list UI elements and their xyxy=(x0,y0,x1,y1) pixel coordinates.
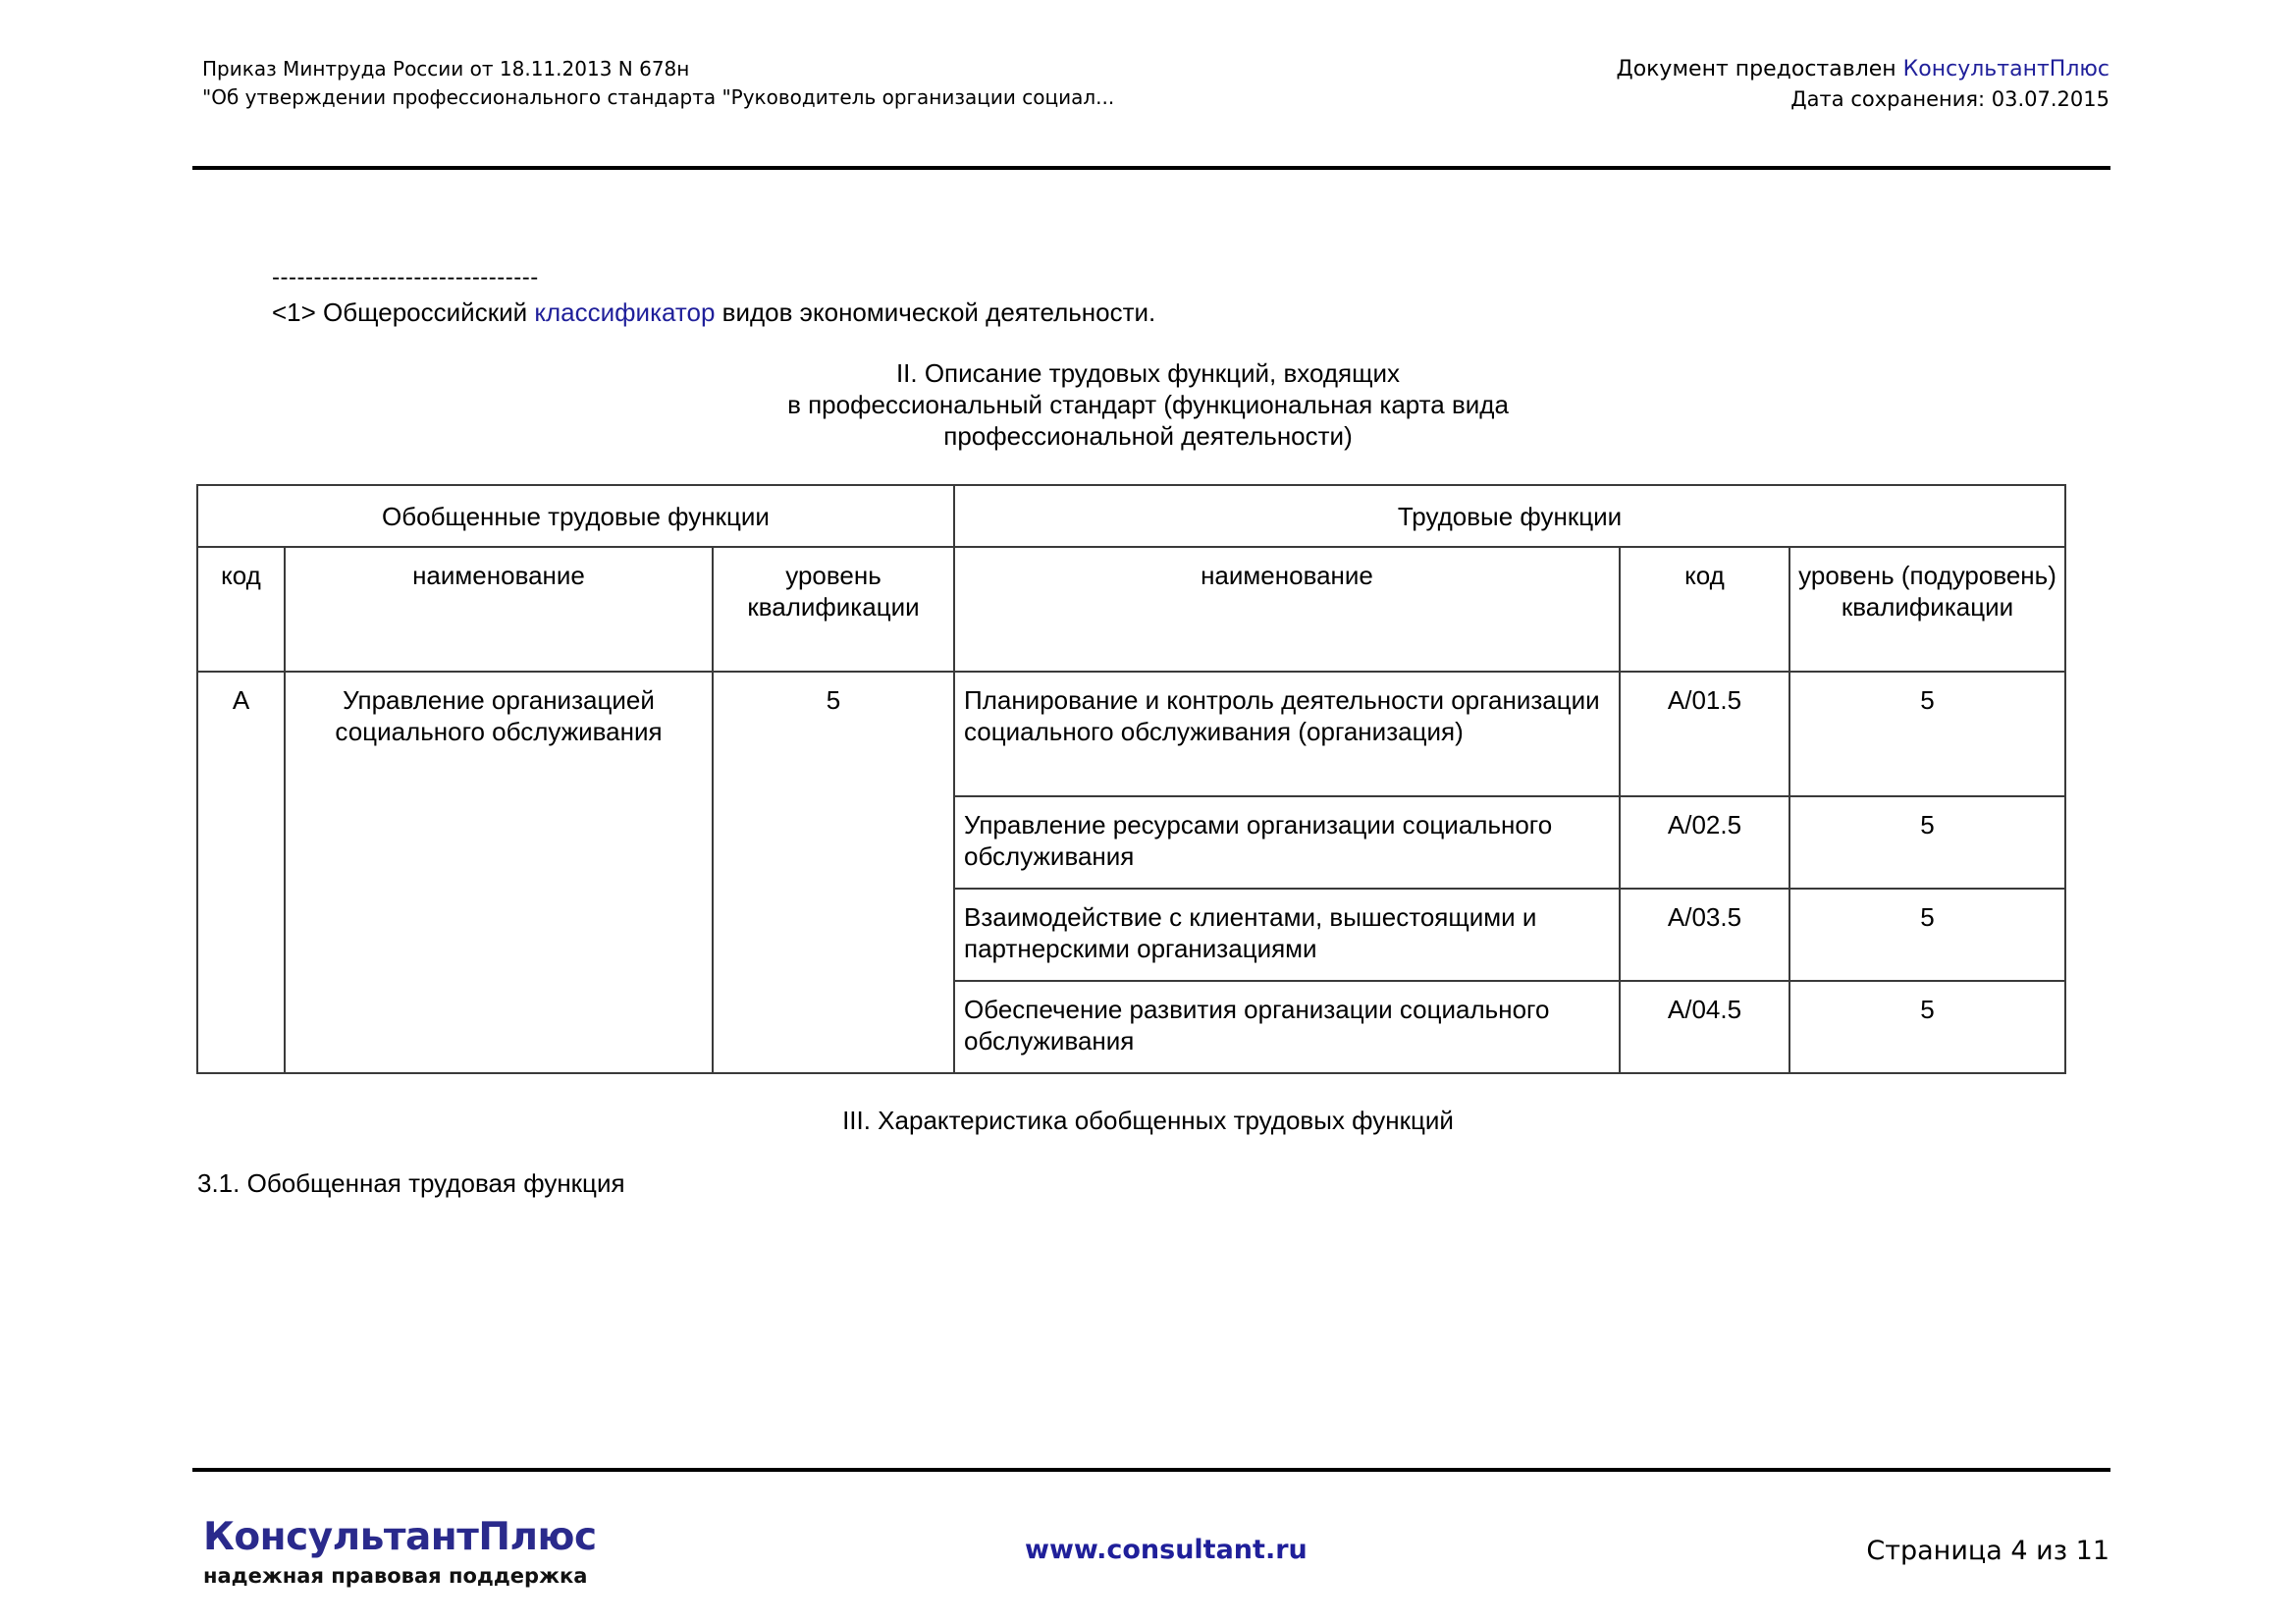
provided-by-label: Документ предоставлен xyxy=(1616,57,1903,81)
document-title-line-1: Приказ Минтруда России от 18.11.2013 N 678н xyxy=(202,57,690,81)
section-2-title-line-1: II. Описание трудовых функций, входящих xyxy=(895,358,1401,388)
footnote-suffix: видов экономической деятельности. xyxy=(715,298,1156,327)
generalized-function-level: 5 xyxy=(713,672,954,1073)
function-level: 5 xyxy=(1789,672,2065,796)
header-divider xyxy=(192,166,2110,170)
website-link[interactable]: www.consultant.ru xyxy=(1025,1535,1308,1565)
generalized-functions-header: Обобщенные трудовые функции xyxy=(197,485,954,547)
function-level: 5 xyxy=(1789,889,2065,981)
generalized-function-name: Управление организацией социального обслуживания xyxy=(285,672,713,1073)
column-header-level: уровень квалификации xyxy=(713,547,954,672)
subsection-3-1-title: 3.1. Обобщенная трудовая функция xyxy=(197,1168,625,1198)
footnote-separator: -------------------------------- xyxy=(272,264,539,291)
table-column-header-row xyxy=(197,547,2065,672)
function-level: 5 xyxy=(1789,796,2065,889)
document-title-line-2: "Об утверждении профессионального стандарта "Руководитель организации социал... xyxy=(202,85,1115,109)
document-provider xyxy=(1617,55,2110,114)
function-code: A/04.5 xyxy=(1620,981,1789,1073)
function-code: A/03.5 xyxy=(1620,889,1789,981)
document-reference xyxy=(202,55,1114,112)
function-name: Взаимодействие с клиентами, вышестоящими и партнерскими организациями xyxy=(954,889,1620,981)
function-name: Управление ресурсами организации социального обслуживания xyxy=(954,796,1620,889)
function-level: 5 xyxy=(1789,981,2065,1073)
save-date: Дата сохранения: 03.07.2015 xyxy=(1790,87,2109,111)
table-group-header-row xyxy=(197,485,2065,547)
section-2-title-line-3: профессиональной деятельности) xyxy=(943,421,1353,451)
section-2-title-line-2: в профессиональный стандарт (функциональная карта вида xyxy=(787,390,1509,419)
brand-logo: КонсультантПлюс xyxy=(203,1515,597,1559)
labor-functions-header: Трудовые функции xyxy=(954,485,2065,547)
functional-map-table xyxy=(196,484,2066,1074)
function-name: Планирование и контроль деятельности организации социального обслуживания (организация) xyxy=(954,672,1620,796)
section-2-title xyxy=(0,357,2296,452)
column-header-function-level: уровень (подуровень) квалификации xyxy=(1789,547,2065,672)
footnote xyxy=(272,296,1155,329)
classifier-link[interactable]: классификатор xyxy=(534,298,716,327)
brand-slogan: надежная правовая поддержка xyxy=(203,1564,588,1588)
column-header-code: код xyxy=(197,547,285,672)
footnote-prefix: <1> Общероссийский xyxy=(272,298,535,327)
function-name: Обеспечение развития организации социального обслуживания xyxy=(954,981,1620,1073)
page-number: Страница 4 из 11 xyxy=(1866,1536,2109,1566)
column-header-function-name: наименование xyxy=(954,547,1620,672)
function-code: A/02.5 xyxy=(1620,796,1789,889)
generalized-function-code: A xyxy=(197,672,285,1073)
function-code: A/01.5 xyxy=(1620,672,1789,796)
section-3-title: III. Характеристика обобщенных трудовых функций xyxy=(842,1106,1454,1135)
column-header-function-code: код xyxy=(1620,547,1789,672)
table-row xyxy=(197,672,2065,796)
column-header-name: наименование xyxy=(285,547,713,672)
provider-link[interactable]: КонсультантПлюс xyxy=(1902,57,2109,81)
footer-divider xyxy=(192,1468,2110,1472)
